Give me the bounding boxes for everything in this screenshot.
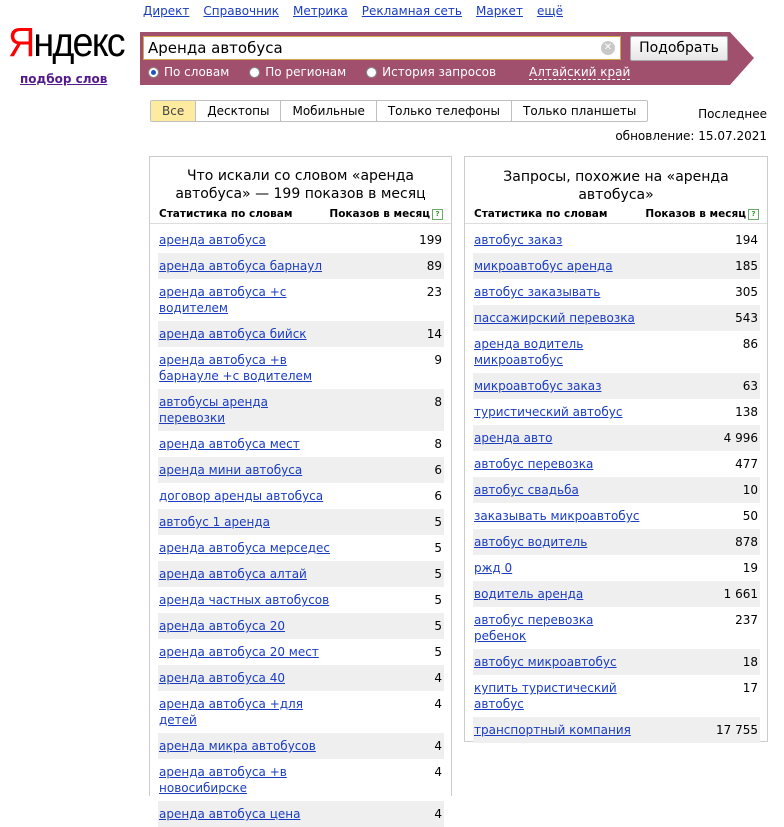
logo-rest: ндекс xyxy=(33,19,124,65)
pick-button[interactable]: Подобрать xyxy=(630,36,728,61)
impressions-count: 543 xyxy=(735,311,758,325)
query-link[interactable]: аренда авто xyxy=(474,431,553,445)
search-input[interactable] xyxy=(148,39,598,57)
table-row xyxy=(473,253,760,279)
service-link-market[interactable]: Маркет xyxy=(475,4,523,18)
query-link[interactable]: аренда автобуса +для детей xyxy=(159,697,303,727)
words-table-body xyxy=(150,227,451,827)
query-link[interactable]: аренда автобуса +в новосибирске xyxy=(159,765,287,795)
radio-icon[interactable] xyxy=(366,67,377,78)
tab-tablets-only[interactable]: Только планшеты xyxy=(523,104,637,118)
table-row xyxy=(473,529,760,555)
radio-icon-selected[interactable] xyxy=(148,67,159,78)
table-row xyxy=(473,477,760,503)
table-row xyxy=(473,331,760,373)
query-link[interactable]: автобус микроавтобус xyxy=(474,655,617,669)
mode-label: История запросов xyxy=(382,65,497,79)
query-link[interactable]: пассажирский перевозка xyxy=(474,311,635,325)
table-row xyxy=(473,373,760,399)
impressions-count: 8 xyxy=(434,395,442,409)
impressions-count: 17 xyxy=(742,681,758,695)
impressions-count: 4 xyxy=(434,807,442,821)
search-box xyxy=(143,36,621,60)
table-row xyxy=(158,253,444,279)
impressions-count: 19 xyxy=(742,561,758,575)
impressions-count: 4 xyxy=(434,765,442,779)
table-row xyxy=(473,503,760,529)
tab-phones-only[interactable]: Только телефоны xyxy=(377,101,512,121)
impressions-count: 10 xyxy=(742,483,758,497)
impressions-count: 5 xyxy=(434,541,442,555)
query-link[interactable]: туристический автобус xyxy=(474,405,623,419)
query-link[interactable]: аренда автобуса +в барнауле +с водителем xyxy=(159,353,312,383)
impressions-count: 4 xyxy=(434,739,442,753)
impressions-count: 4 996 xyxy=(723,431,758,445)
table-row xyxy=(158,639,444,665)
impressions-count: 89 xyxy=(426,259,442,273)
table-row xyxy=(473,425,760,451)
query-link[interactable]: заказывать микроавтобус xyxy=(474,509,640,523)
table-row xyxy=(158,321,444,347)
table-row xyxy=(158,279,444,321)
impressions-count: 185 xyxy=(735,259,758,273)
similar-table-body xyxy=(465,227,767,743)
impressions-count: 50 xyxy=(742,509,758,523)
mode-label: По словам xyxy=(164,65,230,79)
query-link[interactable]: аренда автобуса мерседес xyxy=(159,541,330,555)
table-row xyxy=(158,457,444,483)
query-link[interactable]: микроавтобус аренда xyxy=(474,259,613,273)
table-row xyxy=(158,535,444,561)
services-nav xyxy=(143,4,563,18)
query-link[interactable]: ржд 0 xyxy=(474,561,513,575)
query-link[interactable]: аренда автобуса мест xyxy=(159,437,300,451)
table-row xyxy=(473,399,760,425)
query-link[interactable]: аренда автобуса барнаул xyxy=(159,259,323,273)
table-row xyxy=(158,665,444,691)
table-row xyxy=(158,733,444,759)
service-link-ad-network[interactable]: Рекламная сеть xyxy=(361,4,462,18)
table-row xyxy=(473,555,760,581)
query-link[interactable]: аренда автобуса бийск xyxy=(159,327,307,341)
table-row xyxy=(473,305,760,331)
query-link[interactable]: аренда автобуса xyxy=(159,233,266,247)
impressions-count: 14 xyxy=(426,327,442,341)
impressions-count: 1 661 xyxy=(723,587,758,601)
impressions-count: 4 xyxy=(434,697,442,711)
impressions-count: 6 xyxy=(434,463,442,477)
last-updated-line2: обновление: 15.07.2021 xyxy=(615,129,767,143)
table-row xyxy=(473,227,760,253)
table-row xyxy=(158,801,444,827)
impressions-count: 5 xyxy=(434,645,442,659)
service-link-direct[interactable]: Директ xyxy=(143,4,190,18)
table-row xyxy=(158,227,444,253)
wordstat-link[interactable]: подбор слов xyxy=(20,72,108,86)
help-icon[interactable]: ? xyxy=(432,209,443,220)
impressions-count: 194 xyxy=(735,233,758,247)
table-row xyxy=(158,613,444,639)
impressions-count: 23 xyxy=(426,285,442,299)
impressions-count: 5 xyxy=(434,619,442,633)
impressions-count: 5 xyxy=(434,593,442,607)
impressions-count: 5 xyxy=(434,515,442,529)
tab-all[interactable]: Все xyxy=(151,101,196,121)
table-row xyxy=(473,451,760,477)
query-link[interactable]: водитель аренда xyxy=(474,587,584,601)
query-link[interactable]: аренда частных автобусов xyxy=(159,593,330,607)
query-link[interactable]: купить туристический автобус xyxy=(474,681,617,711)
impressions-count: 9 xyxy=(434,353,442,367)
query-link[interactable]: аренда мини автобуса xyxy=(159,463,303,477)
words-panel xyxy=(149,156,452,821)
table-row xyxy=(473,607,760,649)
similar-panel xyxy=(464,156,768,742)
impressions-count: 138 xyxy=(735,405,758,419)
query-link[interactable]: автобус водитель xyxy=(474,535,588,549)
query-link[interactable]: аренда водитель микроавтобус xyxy=(474,337,584,367)
radio-icon[interactable] xyxy=(249,67,260,78)
query-link[interactable]: автобус 1 аренда xyxy=(159,515,270,529)
table-row xyxy=(473,717,760,743)
last-updated xyxy=(615,103,767,147)
table-row xyxy=(473,649,760,675)
query-link[interactable]: аренда автобуса +с водителем xyxy=(159,285,287,315)
impressions-count: 17 755 xyxy=(716,723,758,737)
table-row xyxy=(158,561,444,587)
impressions-count: 18 xyxy=(742,655,758,669)
impressions-count: 5 xyxy=(434,567,442,581)
words-panel-title: Что искали со словом «аренда автобуса» — 199 показов в месяц xyxy=(175,168,426,202)
query-link[interactable]: автобус перевозка xyxy=(474,457,594,471)
table-row xyxy=(473,279,760,305)
mode-history[interactable] xyxy=(366,65,496,79)
query-link[interactable]: транспортный компания xyxy=(474,723,631,737)
similar-panel-title: Запросы, похожие на «аренда автобуса» xyxy=(503,169,729,203)
logo-letter: Я xyxy=(8,19,34,65)
impressions-count: 237 xyxy=(735,613,758,627)
query-link[interactable]: аренда автобуса цена xyxy=(159,807,301,821)
table-row xyxy=(158,347,444,389)
mode-by-regions[interactable] xyxy=(249,65,346,79)
search-mode-group xyxy=(148,65,516,79)
query-link[interactable]: договор аренды автобуса xyxy=(159,489,324,503)
impressions-count: 878 xyxy=(735,535,758,549)
table-row xyxy=(158,509,444,535)
query-link[interactable]: автобус свадьба xyxy=(474,483,579,497)
query-link[interactable]: аренда автобуса 40 xyxy=(159,671,285,685)
help-icon[interactable]: ? xyxy=(748,209,759,220)
mode-label: По регионам xyxy=(265,65,347,79)
query-link[interactable]: аренда автобуса 20 мест xyxy=(159,645,319,659)
table-row xyxy=(158,389,444,431)
col-count-header: Показов в месяц ? xyxy=(329,205,443,223)
query-link[interactable]: автобус заказывать xyxy=(474,285,601,299)
words-table-header xyxy=(150,205,451,224)
table-row xyxy=(158,483,444,509)
query-link[interactable]: автобус заказ xyxy=(474,233,563,247)
impressions-count: 6 xyxy=(434,489,442,503)
mode-by-words[interactable] xyxy=(148,65,229,79)
query-link[interactable]: аренда автобуса 20 xyxy=(159,619,285,633)
table-row xyxy=(158,587,444,613)
table-row xyxy=(473,675,760,717)
impressions-count: 86 xyxy=(742,337,758,351)
impressions-count: 477 xyxy=(735,457,758,471)
col-term-header: Статистика по словам xyxy=(474,208,608,220)
tab-desktops[interactable]: Десктопы xyxy=(196,101,281,121)
query-link[interactable]: автобус перевозка ребенок xyxy=(474,613,594,643)
query-link[interactable]: микроавтобус заказ xyxy=(474,379,602,393)
col-term-header: Статистика по словам xyxy=(159,208,293,220)
col-count-header: Показов в месяц ? xyxy=(645,205,759,223)
impressions-count: 305 xyxy=(735,285,758,299)
service-link-more[interactable]: ещё xyxy=(536,4,564,18)
query-link[interactable]: аренда автобуса алтай xyxy=(159,567,307,581)
impressions-count: 8 xyxy=(434,437,442,451)
region-selector[interactable]: Алтайский край xyxy=(529,65,631,79)
similar-table-header xyxy=(465,205,767,224)
device-tabs xyxy=(150,100,648,122)
impressions-count: 199 xyxy=(419,233,442,247)
last-updated-line1: Последнее xyxy=(698,107,767,121)
tab-mobile[interactable]: Мобильные xyxy=(281,101,376,121)
query-link[interactable]: автобусы аренда перевозки xyxy=(159,395,268,425)
clear-icon[interactable]: ✕ xyxy=(601,41,615,55)
table-row xyxy=(158,431,444,457)
table-row xyxy=(473,581,760,607)
table-row xyxy=(158,691,444,733)
service-link-directory[interactable]: Справочник xyxy=(203,4,280,18)
query-link[interactable]: аренда микра автобусов xyxy=(159,739,316,753)
yandex-logo[interactable] xyxy=(8,19,124,65)
service-link-metrika[interactable]: Метрика xyxy=(293,4,348,18)
impressions-count: 63 xyxy=(742,379,758,393)
impressions-count: 4 xyxy=(434,671,442,685)
